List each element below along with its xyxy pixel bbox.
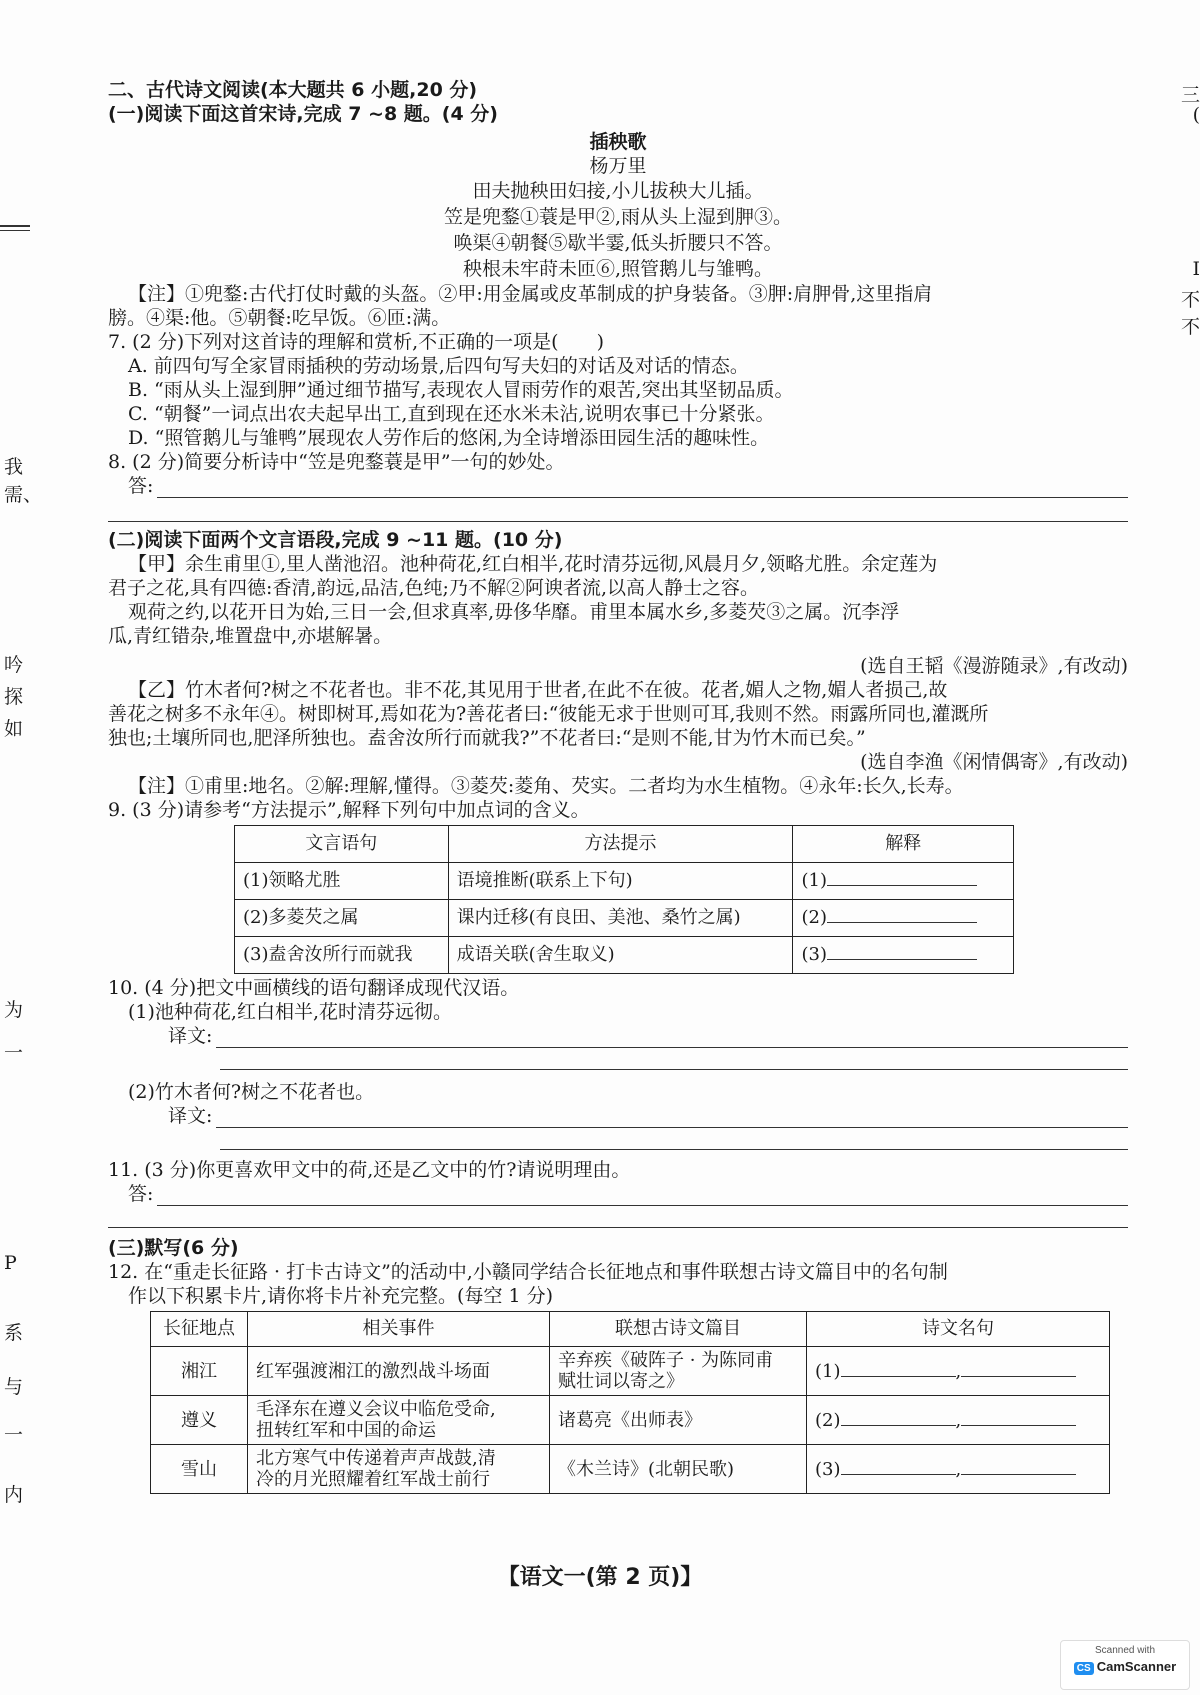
table-header: 相关事件 <box>248 1312 550 1347</box>
work-text: 《木兰诗》(北朝民歌) <box>558 1458 735 1480</box>
blank-line <box>841 1360 956 1377</box>
answer-cell[interactable]: (3) , <box>807 1445 1110 1494</box>
margin-char-right: 三 <box>1180 84 1200 106</box>
part-header: (一)阅读下面这首宋诗,完成 7 ~8 题。(4 分) <box>108 103 498 125</box>
place-cell: 雪山 <box>151 1445 248 1494</box>
table-header: 方法提示 <box>448 826 793 863</box>
question-12-stem: 12. 在“重走长征路 · 打卡古诗文”的活动中,小赣同学结合长征地点和事件联想古诗文篇目中的名句制 <box>108 1261 948 1283</box>
blank-number: (1) <box>815 1361 841 1382</box>
question-7-option: A. 前四句写全家冒雨插秧的劳动场景,后四句写夫妇的对话及对话的情态。 <box>128 355 749 377</box>
margin-char: 一 <box>4 1424 24 1446</box>
work-cell <box>550 1396 807 1445</box>
question-7-option: C. “朝餐”一词点出农夫起早出工,直到现在还水米未沾,说明农事已十分紧张。 <box>128 403 775 425</box>
poem-note: 膀。④渠:他。⑤朝餐:吃早饭。⑥匝:满。 <box>108 307 451 329</box>
question-9-stem: 9. (3 分)请参考“方法提示”,解释下列句中加点词的含义。 <box>108 799 590 821</box>
answer-rule <box>157 1187 1128 1206</box>
answer-label: 答: <box>128 475 154 497</box>
answer-rule-full[interactable] <box>220 1068 1128 1070</box>
page-footer: 【语文一(第 2 页)】 <box>497 1565 703 1590</box>
margin-char: 系 <box>4 1322 24 1344</box>
camscanner-watermark <box>1060 1640 1190 1690</box>
passage-jia-line: 观荷之约,以花开日为始,三日一会,但求真率,毋侈华靡。甫里本属水乡,多菱芡③之属。沉李浮 <box>128 601 900 623</box>
blank-line <box>827 869 977 886</box>
place-cell: 湘江 <box>151 1347 248 1396</box>
work-cell <box>550 1347 807 1396</box>
passage-jia-line: 瓜,青红错杂,堆置盘中,亦堪解暑。 <box>108 625 393 647</box>
answer-line[interactable] <box>128 474 1128 498</box>
question-7-option: B. “雨从头上湿到胛”通过细节描写,表现农人冒雨劳作的艰苦,突出其坚韧品质。 <box>128 379 794 401</box>
answer-rule-full[interactable] <box>220 1148 1128 1150</box>
poem-line: 秧根未牢莳未匝⑥,照管鹅儿与雏鸭。 <box>462 258 774 280</box>
exam-content <box>108 78 1128 1494</box>
blank-number: (3) <box>801 944 827 965</box>
event-cell <box>248 1347 550 1396</box>
margin-char: 为 <box>4 999 24 1021</box>
blank-line <box>961 1409 1076 1426</box>
passage-source: (选自李渔《闲情偶寄》,有改动) <box>860 751 1128 773</box>
blank-number: (3) <box>815 1459 841 1480</box>
answer-rule <box>216 1109 1128 1128</box>
blank-number: (2) <box>801 907 827 928</box>
answer-cell[interactable] <box>793 937 1014 974</box>
table-row <box>151 1445 1110 1494</box>
event-cell <box>248 1396 550 1445</box>
poem-title: 插秧歌 <box>589 131 647 153</box>
passage-yi-line: 独也;土壤所同也,肥泽所独也。盍舍汝所行而就我?”不花者曰:“是则不能,甘为竹木而已矣。” <box>108 727 866 749</box>
question-10-sentence: (1)池种荷花,红白相半,花时清芬远彻。 <box>128 1001 452 1023</box>
event-text: 冷的月光照耀着红军战士前行 <box>256 1469 490 1490</box>
margin-char-right: I <box>1192 258 1200 280</box>
margin-char-right: ( <box>1192 104 1200 126</box>
event-text: 北方寒气中传递着声声战鼓,清 <box>256 1448 496 1469</box>
scanner-brand-row <box>1061 1659 1189 1675</box>
passage-source: (选自王韬《漫游随录》,有改动) <box>860 655 1128 677</box>
margin-char: 需、 <box>4 484 43 506</box>
passage-yi-line: 善花之树多不永年④。树即树耳,焉如花为?善花者曰:“彼能无求于世则可耳,我则不然。雨露所同也,灌溉所 <box>108 703 989 725</box>
poem-note: 【注】①兜鍪:古代打仗时戴的头盔。②甲:用金属或皮革制成的护身装备。③胛:肩胛骨,这里指肩 <box>128 283 933 305</box>
table-header: 解释 <box>793 826 1014 863</box>
event-text: 扭转红军和中国的命运 <box>256 1420 436 1441</box>
margin-char: 与 <box>4 1376 24 1398</box>
question-9-table <box>234 825 1014 974</box>
blank-number: (2) <box>815 1410 841 1431</box>
table-cell: 语境推断(联系上下句) <box>448 863 793 900</box>
blank-number: (1) <box>801 870 827 891</box>
table-row <box>151 1347 1110 1396</box>
work-text: 辛弃疾《破阵子 · 为陈同甫 <box>558 1350 774 1371</box>
margin-char: P <box>4 1252 17 1274</box>
answer-cell[interactable]: (2) , <box>807 1396 1110 1445</box>
margin-char: 如 <box>4 718 24 740</box>
answer-rule-full[interactable] <box>108 520 1128 522</box>
margin-char: 我 <box>4 456 24 478</box>
answer-cell[interactable] <box>793 863 1014 900</box>
scanner-brand: CamScanner <box>1096 1659 1177 1674</box>
question-10-stem: 10. (4 分)把文中画横线的语句翻译成现代汉语。 <box>108 977 520 999</box>
table-cell: (1)领略尤胜 <box>235 863 449 900</box>
question-12-stem: 作以下积累卡片,请你将卡片补充完整。(每空 1 分) <box>128 1285 554 1307</box>
poem-line: 唤渠④朝餐⑤歇半霎,低头折腰只不答。 <box>453 232 783 254</box>
answer-cell[interactable]: (1) , <box>807 1347 1110 1396</box>
table-row <box>151 1396 1110 1445</box>
table-header: 联想古诗文篇目 <box>550 1312 807 1347</box>
answer-line[interactable] <box>128 1182 1128 1206</box>
work-text: 赋壮词以寄之》 <box>558 1371 684 1392</box>
table-header: 长征地点 <box>151 1312 248 1347</box>
question-10-sentence: (2)竹木者何?树之不花者也。 <box>128 1081 375 1103</box>
translation-line[interactable] <box>168 1104 1128 1128</box>
margin-char: 探 <box>4 686 24 708</box>
event-cell <box>248 1445 550 1494</box>
table-cell: (3)盍舍汝所行而就我 <box>235 937 449 974</box>
table-cell: 课内迁移(有良田、美池、桑竹之属) <box>448 900 793 937</box>
answer-rule <box>157 479 1128 498</box>
question-12-table <box>150 1311 1110 1494</box>
event-text: 毛泽东在遵义会议中临危受命, <box>256 1399 496 1420</box>
blank-line <box>961 1458 1076 1475</box>
table-row <box>235 863 1014 900</box>
poem-line: 田夫抛秧田妇接,小儿拔秧大儿插。 <box>472 180 764 202</box>
answer-rule-full[interactable] <box>108 1226 1128 1228</box>
table-row <box>235 937 1014 974</box>
work-cell <box>550 1445 807 1494</box>
translation-label: 译文: <box>168 1105 213 1127</box>
table-row <box>235 900 1014 937</box>
question-7-option: D. “照管鹅儿与雏鸭”展现农人劳作后的悠闲,为全诗增添田园生活的趣味性。 <box>128 427 770 449</box>
part-header: (三)默写(6 分) <box>108 1237 239 1259</box>
answer-cell[interactable] <box>793 900 1014 937</box>
poem-author: 杨万里 <box>589 155 647 177</box>
blank-line <box>841 1458 956 1475</box>
margin-char: 一 <box>4 1042 24 1064</box>
translation-label: 译文: <box>168 1025 213 1047</box>
passage-jia-line: 君子之花,具有四德:香清,韵远,品洁,色纯;乃不解②阿谀者流,以高人静士之容。 <box>108 577 760 599</box>
margin-char: 内 <box>4 1484 24 1506</box>
blank-line <box>827 906 977 923</box>
passage-yi-line: 【乙】竹木者何?树之不花者也。非不花,其见用于世者,在此不在彼。花者,媚人之物,媚人者损己,故 <box>128 679 948 701</box>
work-text: 诸葛亮《出师表》 <box>558 1409 702 1431</box>
table-header: 诗文名句 <box>807 1312 1110 1347</box>
table-header: 文言语句 <box>235 826 449 863</box>
section-header: 二、古代诗文阅读(本大题共 6 小题,20 分) <box>108 79 478 101</box>
blank-line <box>827 943 977 960</box>
passage-note: 【注】①甫里:地名。②解:理解,懂得。③菱芡:菱角、芡实。二者均为水生植物。④永年:长久,长寿。 <box>128 775 964 797</box>
place-cell: 遵义 <box>151 1396 248 1445</box>
poem-line: 笠是兜鍪①蓑是甲②,雨从头上湿到胛③。 <box>443 206 793 228</box>
camscanner-logo-icon: CS <box>1074 1662 1094 1675</box>
answer-label: 答: <box>128 1183 154 1205</box>
margin-char: 吟 <box>4 654 24 676</box>
event-text: 红军强渡湘江的激烈战斗场面 <box>256 1360 490 1382</box>
question-11-stem: 11. (3 分)你更喜欢甲文中的荷,还是乙文中的竹?请说明理由。 <box>108 1159 631 1181</box>
part-header: (二)阅读下面两个文言语段,完成 9 ~11 题。(10 分) <box>108 529 563 551</box>
binding-line <box>0 225 30 227</box>
scanner-caption: Scanned with <box>1094 1645 1156 1656</box>
margin-char-right: 不 <box>1180 316 1200 338</box>
binding-line-2 <box>0 230 30 231</box>
blank-line <box>841 1409 956 1426</box>
question-8-stem: 8. (2 分)简要分析诗中“笠是兜鍪蓑是甲”一句的妙处。 <box>108 451 565 473</box>
question-7-stem: 7. (2 分)下列对这首诗的理解和赏析,不正确的一项是( ) <box>108 331 604 353</box>
blank-line <box>961 1360 1076 1377</box>
passage-jia-line: 【甲】余生甫里①,里人凿池沼。池种荷花,红白相半,花时清芬远彻,风晨月夕,领略尤胜。余定莲为 <box>128 553 938 575</box>
answer-rule <box>216 1029 1128 1048</box>
translation-line[interactable] <box>168 1024 1128 1048</box>
margin-char-right: 不 <box>1180 289 1200 311</box>
table-cell: (2)多菱芡之属 <box>235 900 449 937</box>
table-cell: 成语关联(舍生取义) <box>448 937 793 974</box>
